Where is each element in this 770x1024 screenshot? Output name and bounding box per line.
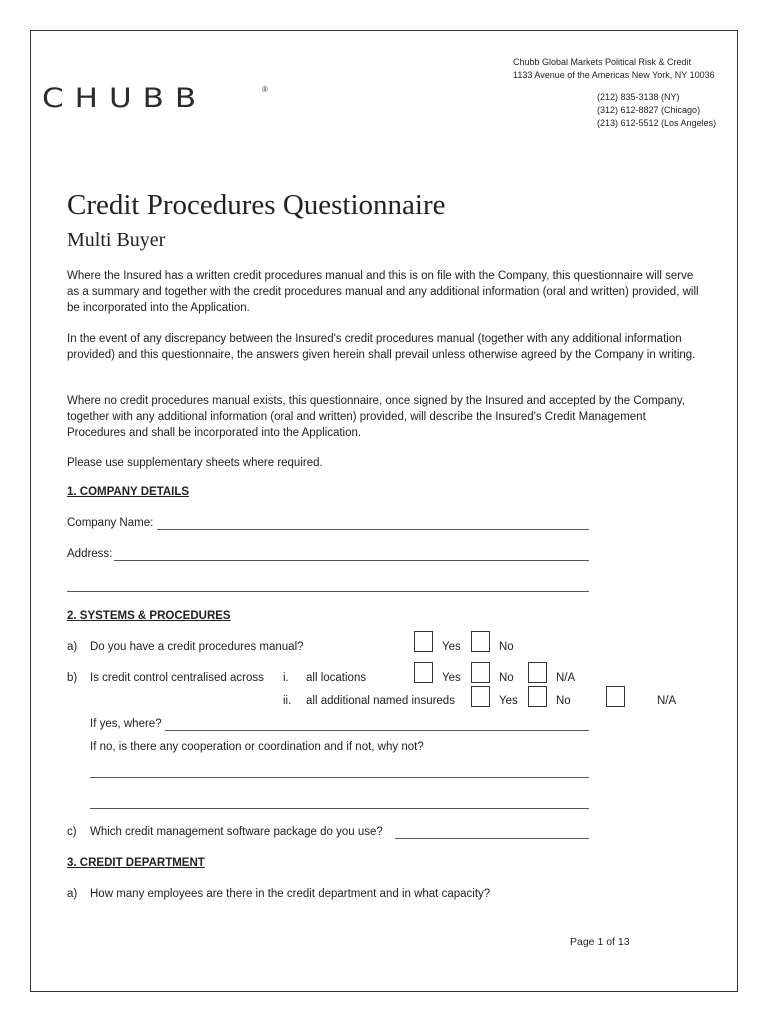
address-label: Address: [67, 548, 113, 560]
insureds-no-label: No [556, 695, 571, 707]
manual-no-label: No [499, 641, 514, 653]
question-2a-text: Do you have a credit procedures manual? [90, 641, 304, 653]
section-2-heading: 2. SYSTEMS & PROCEDURES [67, 610, 231, 622]
locations-no-label: No [499, 672, 514, 684]
manual-no-checkbox[interactable] [471, 631, 490, 652]
company-name-field[interactable] [157, 529, 589, 530]
question-3a-text: How many employees are there in the credit department and in what capacity? [90, 888, 491, 900]
phone-los-angeles: (213) 612-5512 (Los Angeles) [597, 118, 717, 128]
manual-yes-checkbox[interactable] [414, 631, 433, 652]
if-yes-where-field[interactable] [165, 730, 589, 731]
page-title: Credit Procedures Questionnaire [67, 189, 446, 221]
intro-paragraph-4: Please use supplementary sheets where required. [67, 457, 323, 469]
question-2b-ii-text: all additional named insureds [306, 695, 455, 707]
chubb-logo: CHUBB [42, 83, 208, 114]
address-field-line-2[interactable] [67, 591, 589, 592]
question-2a-letter: a) [67, 641, 78, 653]
insureds-na-checkbox[interactable] [606, 686, 625, 707]
question-2b-letter: b) [67, 672, 78, 684]
page-number: Page 1 of 13 [570, 936, 630, 948]
manual-yes-label: Yes [442, 641, 461, 653]
software-package-field[interactable] [395, 838, 589, 839]
if-no-label: If no, is there any cooperation or coordination and if not, why not? [90, 741, 424, 753]
company-name-label: Company Name: [67, 517, 154, 529]
question-3a-letter: a) [67, 888, 78, 900]
question-2b-i-text: all locations [306, 672, 367, 684]
if-yes-where-label: If yes, where? [90, 718, 162, 730]
intro-paragraph-2: In the event of any discrepancy between the Insured's credit procedures manual (together with any additional information provided) and this questionnaire, the answers given herein shall prevail unless otherwise agreed by the Company in writing. [67, 333, 696, 361]
question-2b-text: Is credit control centralised across [90, 672, 264, 684]
locations-na-checkbox[interactable] [528, 662, 547, 683]
if-no-field-line-1[interactable] [90, 777, 589, 778]
question-2b-ii: ii. [283, 695, 292, 707]
insureds-na-label: N/A [657, 695, 677, 707]
question-2c-letter: c) [67, 826, 77, 838]
question-2b-i: i. [283, 672, 289, 684]
insureds-no-checkbox[interactable] [528, 686, 547, 707]
page-border [30, 30, 738, 992]
page-subtitle: Multi Buyer [67, 229, 166, 251]
address-field[interactable] [114, 560, 589, 561]
intro-paragraph-1: Where the Insured has a written credit procedures manual and this is on file with the Company, this questionnaire will serve as a summary and together with the credit procedures manual and any additional information (oral and written) provided, will be incorporated into the Application. [67, 270, 699, 314]
company-line: Chubb Global Markets Political Risk & Credit [513, 57, 692, 67]
insureds-yes-label: Yes [499, 695, 518, 707]
section-1-heading: 1. COMPANY DETAILS [67, 486, 190, 498]
locations-no-checkbox[interactable] [471, 662, 490, 683]
phone-chicago: (312) 612-8827 (Chicago) [597, 105, 701, 115]
locations-yes-label: Yes [442, 672, 461, 684]
section-3-heading: 3. CREDIT DEPARTMENT [67, 857, 205, 869]
intro-paragraph-3: Where no credit procedures manual exists, this questionnaire, once signed by the Insured and accepted by the Company, together with any additional information (oral and written) provided, will describe the Insured's Credit Management Procedures and shall be incorporated into the Application. [67, 395, 685, 439]
if-no-field-line-2[interactable] [90, 808, 589, 809]
insureds-yes-checkbox[interactable] [471, 686, 490, 707]
registered-mark: ® [262, 85, 268, 94]
phone-ny: (212) 835-3138 (NY) [597, 92, 680, 102]
question-2c-text: Which credit management software package do you use? [90, 826, 383, 838]
locations-na-label: N/A [556, 672, 576, 684]
locations-yes-checkbox[interactable] [414, 662, 433, 683]
address-line: 1133 Avenue of the Americas New York, NY 10036 [513, 70, 715, 80]
